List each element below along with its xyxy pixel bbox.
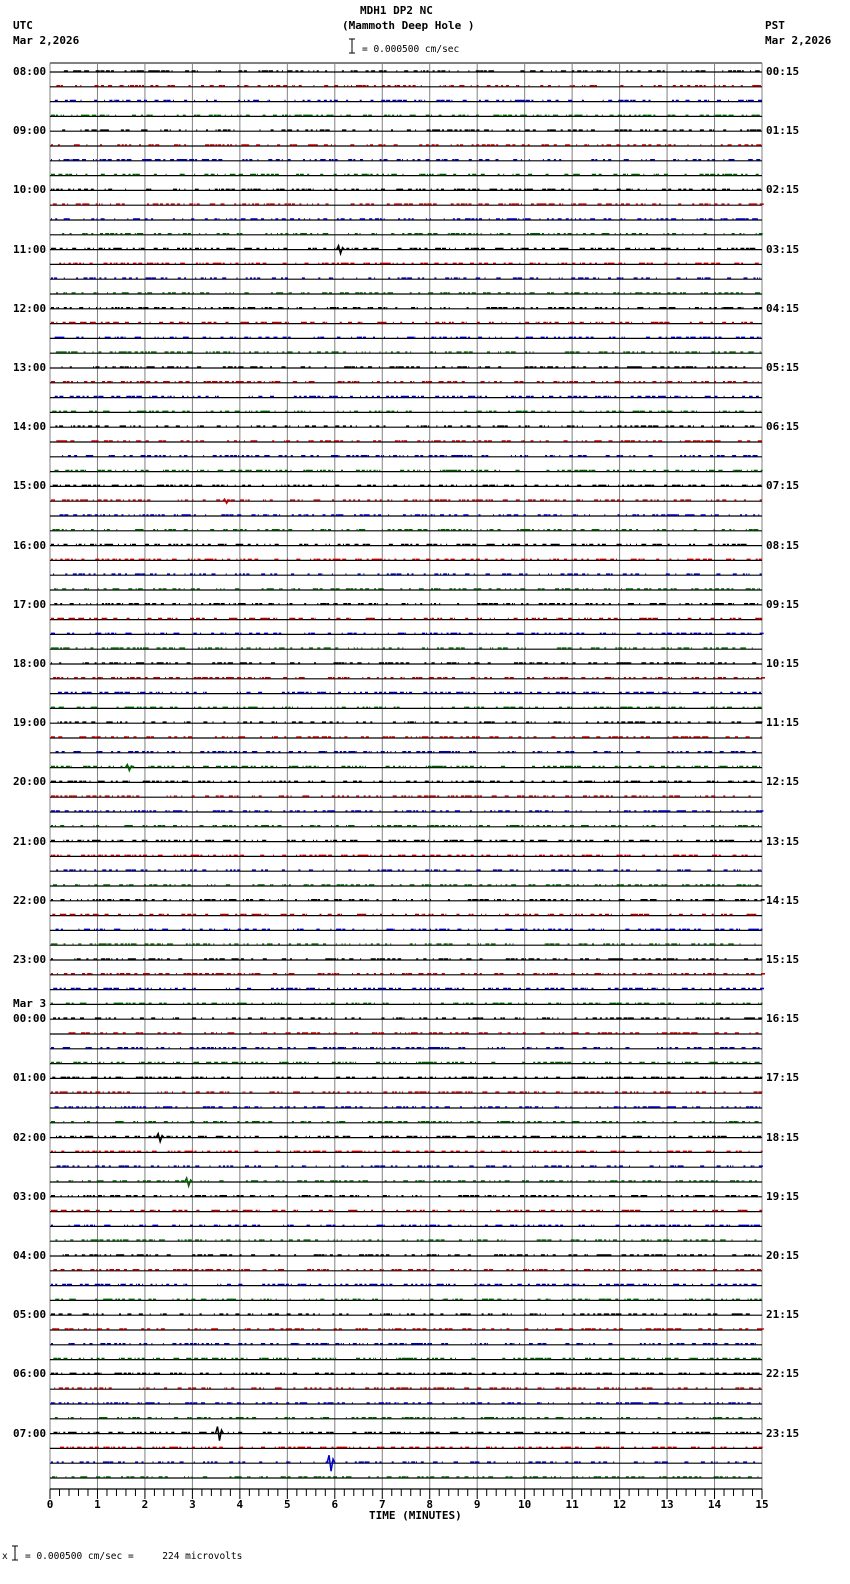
pst-hour-label: 09:15 — [766, 597, 800, 611]
x-tick-label: 0 — [46, 1498, 54, 1511]
left-date: Mar 2,2026 — [13, 34, 80, 47]
utc-hour-label: 17:00 — [13, 597, 47, 611]
utc-hour-label: 07:00 — [13, 1426, 47, 1440]
utc-hour-label: 20:00 — [13, 775, 47, 789]
utc-hour-label: 10:00 — [13, 183, 47, 197]
utc-hour-label: 16:00 — [13, 538, 47, 552]
station-location: (Mammoth Deep Hole ) — [342, 19, 475, 32]
right-date: Mar 2,2026 — [765, 34, 832, 47]
utc-hour-label: 23:00 — [13, 953, 47, 966]
pst-hour-label: 10:15 — [766, 657, 800, 670]
utc-hour-label: Mar 3 — [13, 997, 47, 1011]
pst-hour-label: 14:15 — [766, 893, 800, 907]
utc-hour-label: 12:00 — [13, 301, 47, 315]
utc-hour-label: 01:00 — [13, 1071, 47, 1085]
x-tick-label: 11 — [565, 1498, 579, 1511]
pst-hour-label: 18:15 — [766, 1130, 800, 1144]
x-tick-label: 7 — [378, 1498, 386, 1511]
utc-hour-label: 19:00 — [13, 716, 47, 730]
pst-hour-label: 23:15 — [766, 1426, 800, 1440]
left-timezone: UTC — [13, 19, 33, 32]
utc-hour-label: 13:00 — [13, 361, 47, 374]
pst-hour-label: 03:15 — [766, 242, 800, 256]
pst-hour-label: 06:15 — [766, 420, 800, 434]
pst-hour-label: 07:15 — [766, 479, 800, 493]
pst-hour-label: 22:15 — [766, 1367, 800, 1381]
footer-scale-bar-icon — [11, 1545, 19, 1561]
x-tick-label: 1 — [94, 1498, 101, 1511]
pst-hour-label: 02:15 — [766, 183, 800, 197]
pst-hour-label: 08:15 — [766, 538, 800, 552]
x-tick-label: 10 — [518, 1498, 532, 1511]
x-tick-label: 12 — [612, 1498, 627, 1511]
pst-hour-label: 16:15 — [766, 1012, 800, 1026]
utc-hour-label: 11:00 — [13, 242, 47, 256]
x-tick-label: 4 — [236, 1498, 244, 1511]
utc-hour-label: 06:00 — [13, 1367, 47, 1381]
pst-hour-label: 15:15 — [766, 953, 800, 966]
pst-hour-label: 21:15 — [766, 1308, 800, 1322]
x-tick-label: 8 — [426, 1498, 434, 1511]
pst-hour-label: 11:15 — [766, 716, 800, 730]
utc-hour-label: 02:00 — [13, 1130, 47, 1144]
pst-hour-label: 13:15 — [766, 834, 800, 848]
pst-hour-label: 19:15 — [766, 1189, 800, 1203]
footer-scale-text: = 0.000500 cm/sec = 224 microvolts — [25, 1551, 243, 1562]
scale-label: = 0.000500 cm/sec — [362, 44, 460, 55]
station-title: MDH1 DP2 NC — [360, 4, 433, 17]
pst-hour-label: 04:15 — [766, 301, 800, 315]
right-timezone: PST — [765, 19, 785, 32]
x-tick-label: 14 — [707, 1498, 722, 1511]
utc-hour-label: 14:00 — [13, 420, 47, 434]
utc-hour-label: 05:00 — [13, 1308, 47, 1322]
x-tick-label: 5 — [284, 1498, 291, 1511]
utc-hour-label: 08:00 — [13, 65, 47, 78]
utc-hour-label: 03:00 — [13, 1189, 47, 1203]
pst-hour-label: 17:15 — [766, 1071, 800, 1085]
pst-hour-label: 12:15 — [766, 775, 800, 789]
x-tick-label: 9 — [473, 1498, 481, 1511]
utc-hour-label: 04:00 — [13, 1249, 47, 1262]
x-tick-label: 3 — [189, 1498, 196, 1511]
x-tick-label: 13 — [660, 1498, 674, 1511]
x-axis-label: TIME (MINUTES) — [369, 1509, 462, 1522]
footer-marker: x — [2, 1551, 8, 1562]
utc-hour-label: 22:00 — [13, 893, 47, 907]
pst-hour-label: 00:15 — [766, 65, 800, 78]
utc-hour-label: 09:00 — [13, 124, 47, 138]
utc-hour-label: 00:00 — [13, 1012, 47, 1026]
x-tick-label: 2 — [141, 1498, 149, 1511]
utc-hour-label: 15:00 — [13, 479, 47, 493]
x-tick-label: 15 — [755, 1498, 769, 1511]
pst-hour-label: 20:15 — [766, 1249, 800, 1262]
utc-hour-label: 18:00 — [13, 657, 47, 670]
pst-hour-label: 05:15 — [766, 361, 800, 374]
x-tick-label: 6 — [331, 1498, 339, 1511]
utc-hour-label: 21:00 — [13, 834, 47, 848]
pst-hour-label: 01:15 — [766, 124, 800, 138]
